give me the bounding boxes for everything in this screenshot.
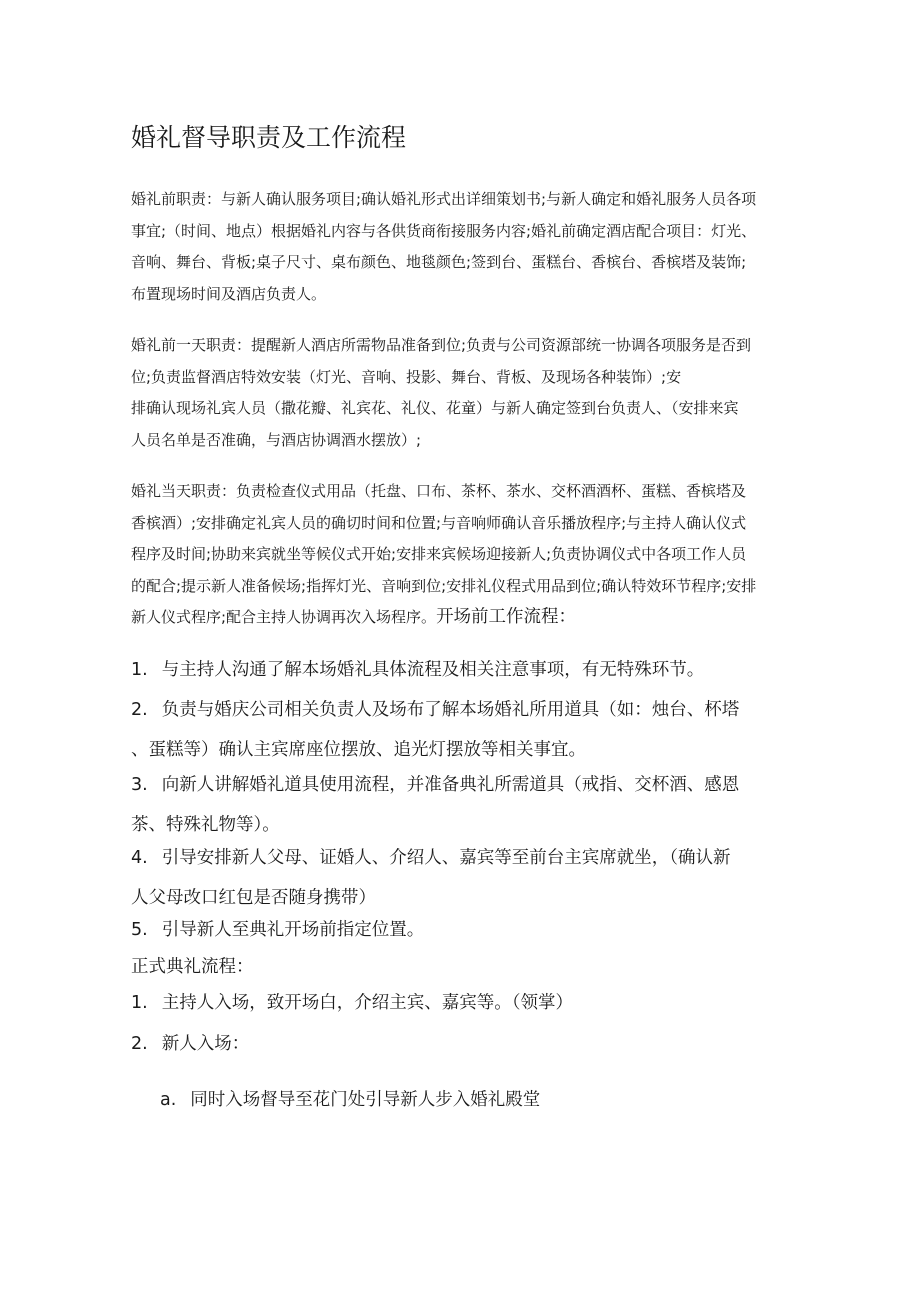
text-line: 人员名单是否准确，与酒店协调酒水摆放）; [131,430,422,449]
item-text: 向新人讲解婚礼道具使用流程，并准备典礼所需道具（戒指、交杯酒、感恩 [161,775,740,795]
item-text: 引导新人至典礼开场前指定位置。 [161,920,425,940]
text-line: 排确认现场礼宾人员（撒花瓣、礼宾花、礼仪、花童）与新人确定签到台负责人、（安排来宾 [131,399,739,417]
item-text: 与主持人沟通了解本场婚礼具体流程及相关注意事项，有无特殊环节。 [161,660,705,680]
ceremony-sub-item-a [160,1080,540,1120]
ceremony-item-1 [131,983,573,1023]
item-number: 5. [131,920,148,940]
text-line [131,602,781,634]
item-text: 负责与婚庆公司相关负责人及场布了解本场婚礼所用道具（如：烛台、杯塔 [161,700,740,720]
text-line: 事宜;（时间、地点）根据婚礼内容与各供货商衔接服务内容;婚礼前确定酒店配合项目：灯光、 [131,221,757,240]
ceremony-heading: 正式典礼流程： [131,957,254,977]
pre-open-item-4 [131,838,730,918]
pre-open-item-2 [131,690,739,770]
item-number: 3. [131,775,148,795]
pre-wedding-paragraph [131,184,781,310]
item-number: 4. [131,848,148,868]
text-line: 婚礼前一天职责：提醒新人酒店所需物品准备到位;负责与公司资源部统一协调各项服务是否到 [131,336,752,354]
item-text: 茶、特殊礼物等）。 [131,815,280,835]
page-title: 婚礼督导职责及工作流程 [131,123,407,152]
text-line: 布置现场时间及酒店负责人。 [131,284,327,303]
text-line: 香槟酒）;安排确定礼宾人员的确切时间和位置;与音响师确认音乐播放程序;与主持人确认仪式 [131,513,747,532]
text-line: 位;负责监督酒店特效安装（灯光、音响、投影、舞台、背板、及现场各种装饰）;安 [131,367,682,386]
item-number: 1. [131,660,148,680]
pre-open-item-3 [131,765,739,845]
item-text: 引导安排新人父母、证婚人、介绍人、嘉宾等至前台主宾席就坐，（确认新 [161,848,731,868]
pre-open-item-1 [131,650,704,690]
pre-open-heading: 开场前工作流程： [436,607,577,627]
text-line: 婚礼前职责：与新人确认服务项目;确认婚礼形式出详细策划书;与新人确定和婚礼服务人员各项 [131,190,757,208]
item-text: 新人入场： [161,1034,250,1054]
day-before-paragraph [131,330,781,456]
item-number: 2. [131,700,148,720]
item-text: 人父母改口红包是否随身携带） [131,888,376,908]
wedding-day-paragraph [131,476,781,634]
item-letter: a. [160,1090,177,1110]
item-text: 、蛋糕等）确认主宾席座位摆放、追光灯摆放等相关事宜。 [131,740,586,760]
item-text: 同时入场督导至花门处引导新人步入婚礼殿堂 [190,1090,541,1110]
wedding-day-last: 新人仪式程序;配合主持人协调再次入场程序。 [131,608,437,626]
item-number: 2. [131,1034,148,1054]
pre-open-item-5 [131,910,424,950]
text-line: 婚礼当天职责：负责检查仪式用品（托盘、口布、茶杯、茶水、交杯酒酒杯、蛋糕、香槟塔及 [131,482,747,500]
item-text: 主持人入场，致开场白，介绍主宾、嘉宾等。（领掌） [161,993,573,1013]
text-line: 音响、舞台、背板;桌子尺寸、桌布颜色、地毯颜色;签到台、蛋糕台、香槟台、香槟塔及装饰; [131,253,747,271]
text-line: 的配合;提示新人准备候场;指挥灯光、音响到位;安排礼仪程式用品到位;确认特效环节程序;安排 [131,576,757,595]
ceremony-item-2 [131,1024,249,1064]
item-number: 1. [131,993,148,1013]
text-line: 程序及时间;协助来宾就坐等候仪式开始;安排来宾候场迎接新人;负责协调仪式中各项工作人员 [131,545,747,563]
